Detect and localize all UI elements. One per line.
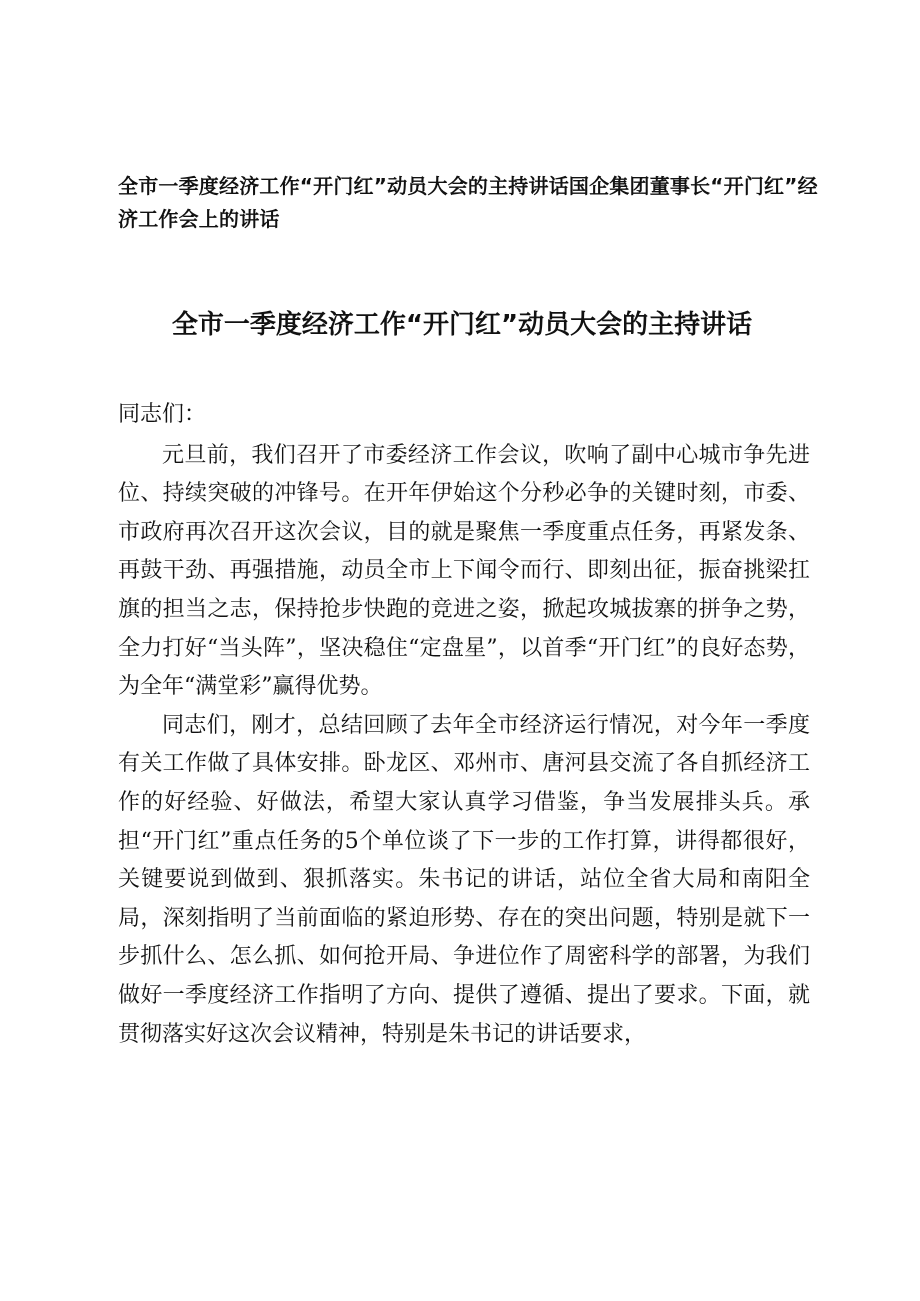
document-header: 全市一季度经济工作“开门红”动员大会的主持讲话国企集团董事长“开门红”经济工作会上的讲话	[118, 174, 818, 231]
document-body	[118, 396, 810, 1054]
greeting: 同志们：	[118, 402, 207, 427]
document-title: 全市一季度经济工作“开门红”动员大会的主持讲话	[171, 310, 753, 340]
paragraph-2: 同志们，刚才，总结回顾了去年全市经济运行情况，对今年一季度有关工作做了具体安排。卧龙区、邓州市、唐河县交流了各自抓经济工作的好经验、好做法，希望大家认真学习借鉴，争当发展排头兵。承担“开门红”重点任务的5个单位谈了下一步的工作打算，讲得都很好，关键要说到做到、狠抓落实。朱书记的讲话，站位全省大局和南阳全局，深刻指明了当前面临的紧迫形势、存在的突出问题，特别是就下一步抓什么、怎么抓、如何抢开局、争进位作了周密科学的部署，为我们做好一季度经济工作指明了方向、提供了遵循、提出了要求。下面，就贯彻落实好这次会议精神，特别是朱书记的讲话要求，	[118, 712, 810, 1047]
paragraph-1: 元旦前，我们召开了市委经济工作会议，吹响了副中心城市争先进位、持续突破的冲锋号。在开年伊始这个分秒必争的关键时刻，市委、市政府再次召开这次会议，目的就是聚焦一季度重点任务，再紧发条、再鼓干劲、再强措施，动员全市上下闻令而行、即刻出征，振奋挑梁扛旗的担当之志，保持抢步快跑的竞进之姿，掀起攻城拔寨的拼争之势，全力打好“当头阵”，坚决稳住“定盘星”，以首季“开门红”的良好态势，为全年“满堂彩”赢得优势。	[118, 442, 810, 700]
